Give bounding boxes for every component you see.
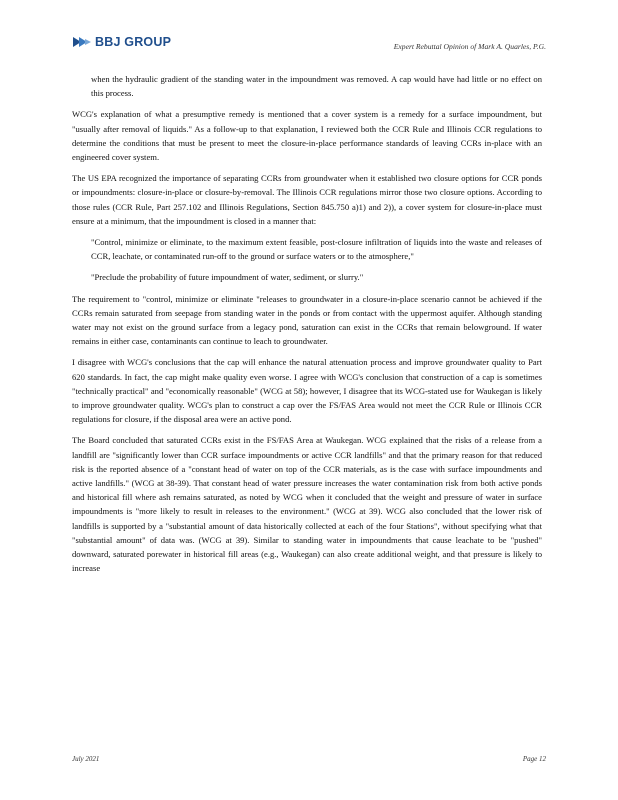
bullet-marker — [72, 235, 91, 263]
document-title: Expert Rebuttal Opinion of Mark A. Quarles, P.G. — [393, 42, 546, 51]
bullet-item — [72, 235, 542, 263]
paragraph: The requirement to "control, minimize or eliminate "releases to groundwater in a closure-in-place scenario cannot be achieved if the CCRs remain saturated from seepage from standing water in the ponds or from contact with the uppermost aquifer. Although standing water may not exist on the ground surface from a legacy pond, saturation can exist in the CCRs that remain belowground. If water remains in either case, contaminants can continue to leach to groundwater. — [72, 293, 542, 347]
footer-date: July 2021 — [72, 755, 100, 763]
paragraph: I disagree with WCG's conclusions that the cap will enhance the natural attenuation process and improve groundwater quality to Part 620 standards. In fact, the cap might make quality even worse. I agree with WCG's conclusion that construction of a cap is sometimes "technically practical" and "economically reasonable" (WCG at 58); however, I disagree that its WCG-stated use for Waukegan is likely to improve groundwater quality. WCG's plan to construct a cap over the FS/FAS Area would not meet the CCR Rule or Illinois CCR regulations for closure, if the disposal area were an active pond. — [72, 357, 542, 425]
page-number: Page 12 — [522, 755, 546, 763]
paragraph: The US EPA recognized the importance of separating CCRs from groundwater when it established two closure options for CCR ponds or impoundments: closure-in-place or closure-by-removal. The Illinois CCR regulations mirror those two closure options. According to those rules (CCR Rule, Part 257.102 and Illinois Regulations, Section 845.750 a)1) and 2)), a cover system for closure-in-place must ensure at a minimum, that the impoundment is closed in a manner that: — [72, 173, 542, 226]
bullet-item — [72, 270, 542, 284]
bbj-logo-icon — [72, 34, 92, 50]
bullet-marker — [72, 270, 91, 284]
bullet-text: "Preclude the probability of future impoundment of water, sediment, or slurry." — [91, 272, 364, 283]
paragraph: The Board concluded that saturated CCRs exist in the FS/FAS Area at Waukegan. WCG explained that the risks of a release from a landfill are "significantly lower than CCR surface impoundments or active CCR landfills" and that the primary reason for that reduced risk is the reported absence of a "constant head of water on top of the CCR materials, as is the case with surface impoundments and active landfills." (WCG at 38-39). That constant head of water pressure increases the water contamination risk from both active ponds and historical fill where ash remains saturated, as noted by WCG when it concluded that the weight and pressure of water in surface impoundments is "more likely to result in releases to the environment." (WCG at 39). WCG also concluded that the lower risk of landfills is supported by a "substantial amount of data historically collected at each of the four Stations", without specifying what that "substantial amount" of data was. (WCG at 39). Similar to standing water in impoundments that cause leachate to be "pushed" downward, saturated porewater in historical fill areas (e.g., Waukegan) can also create additional weight, and that pressure is likely to increase — [72, 435, 542, 574]
bullet-text: "Control, minimize or eliminate, to the maximum extent feasible, post-closure infiltration of liquids into the waste and releases of CCR, leachate, or contaminated run-off to the ground or surface waters or to the atmosphere," — [91, 237, 542, 262]
document-body — [72, 72, 542, 583]
paragraph: when the hydraulic gradient of the standing water in the impoundment was removed. A cap would have had little or no effect on this process. — [91, 74, 542, 99]
paragraph: WCG's explanation of what a presumptive remedy is mentioned that a cover system is a remedy for a surface impoundment, but "usually after removal of liquids." As a follow-up to that explanation, I reviewed both the CCR Rule and Illinois CCR regulations to determine the conditions that must be present to meet the closure-in-place performance standards of leaving CCRs in-place with an engineered cover system. — [72, 109, 542, 163]
company-logo — [72, 34, 171, 50]
logo-text: BBJ GROUP — [95, 35, 172, 49]
